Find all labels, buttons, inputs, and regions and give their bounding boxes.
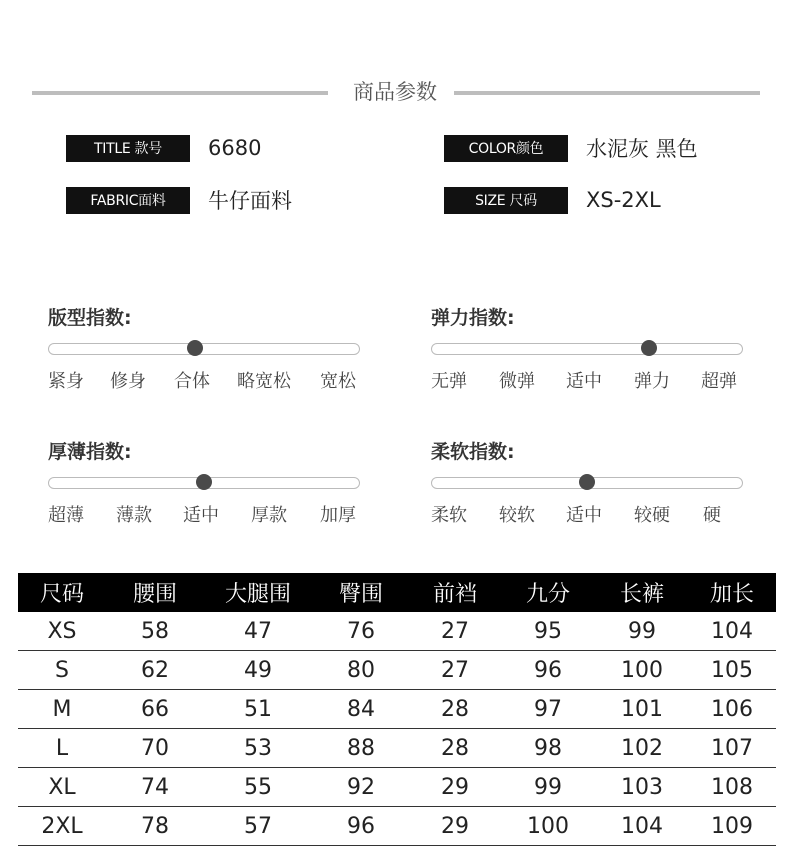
table-cell: 28 [410,690,500,729]
index-option-label: 柔软 [431,505,467,526]
thickness-index-slider-knob [196,474,212,490]
table-row [18,729,776,768]
table-cell: 62 [106,651,204,690]
section-title-text: 商品参数 [343,80,447,104]
size-table-column-header: 大腿围 [204,573,312,612]
table-cell: 47 [204,612,312,651]
softness-index-slider-knob [579,474,595,490]
fit-index-slider-track [48,343,360,355]
fit-index-labels [48,367,360,391]
table-cell: 103 [596,768,688,807]
elasticity-index-slider-knob [641,340,657,356]
fit-index-slider-knob [187,340,203,356]
index-option-label: 硬 [703,505,721,526]
param-title-value: 6680 [208,136,262,160]
size-table-column-header: 加长 [688,573,776,612]
table-cell: 107 [688,729,776,768]
table-row [18,690,776,729]
size-table-column-header: 长裤 [596,573,688,612]
section-title [0,76,790,106]
index-option-label: 厚款 [251,505,287,526]
table-row [18,651,776,690]
param-size-badge: SIZE 尺码 [444,187,568,214]
index-option-label: 加厚 [320,505,356,526]
param-fabric [66,185,292,215]
table-cell: 29 [410,807,500,846]
table-cell: 99 [596,612,688,651]
param-title [66,133,261,163]
table-row [18,768,776,807]
size-table-body [18,612,776,846]
size-table-column-header: 腰围 [106,573,204,612]
index-option-label: 无弹 [431,371,467,392]
softness-index-slider-track [431,477,743,489]
table-cell: 80 [312,651,410,690]
size-table-header [18,573,776,612]
table-cell: 104 [688,612,776,651]
size-table [18,573,776,846]
table-cell: 98 [500,729,596,768]
table-cell: 96 [312,807,410,846]
table-cell: 2XL [18,807,106,846]
param-fabric-value: 牛仔面料 [208,189,292,213]
thickness-index-slider-track [48,477,360,489]
table-cell: XL [18,768,106,807]
table-cell: 88 [312,729,410,768]
table-cell: 76 [312,612,410,651]
table-cell: 70 [106,729,204,768]
table-cell: 29 [410,768,500,807]
table-cell: 104 [596,807,688,846]
table-cell: 27 [410,651,500,690]
size-table-column-header: 尺码 [18,573,106,612]
table-cell: 57 [204,807,312,846]
table-cell: 101 [596,690,688,729]
table-cell: 49 [204,651,312,690]
table-cell: 99 [500,768,596,807]
size-table-column-header: 前裆 [410,573,500,612]
index-option-label: 适中 [566,505,602,526]
index-option-label: 适中 [566,371,602,392]
elasticity-index-labels [431,367,743,391]
table-row [18,807,776,846]
table-cell: 97 [500,690,596,729]
param-color-badge: COLOR颜色 [444,135,568,162]
table-cell: 74 [106,768,204,807]
table-cell: 53 [204,729,312,768]
table-cell: 95 [500,612,596,651]
table-cell: 102 [596,729,688,768]
index-option-label: 修身 [110,371,146,392]
fit-index-title: 版型指数: [48,307,132,329]
index-option-label: 超弹 [701,371,737,392]
softness-index-title: 柔软指数: [431,441,515,463]
index-option-label: 超薄 [48,505,84,526]
thickness-index [48,437,360,525]
index-option-label: 薄款 [116,505,152,526]
softness-index-labels [431,501,743,525]
table-row [18,612,776,651]
size-table-column-header: 九分 [500,573,596,612]
table-cell: 78 [106,807,204,846]
table-cell: 28 [410,729,500,768]
table-cell: L [18,729,106,768]
param-color [444,133,698,163]
table-cell: 108 [688,768,776,807]
elasticity-index-title: 弹力指数: [431,307,515,329]
table-cell: 106 [688,690,776,729]
index-option-label: 微弹 [499,371,535,392]
table-cell: 84 [312,690,410,729]
table-cell: 66 [106,690,204,729]
table-cell: 27 [410,612,500,651]
table-cell: 109 [688,807,776,846]
table-cell: 100 [596,651,688,690]
table-cell: 51 [204,690,312,729]
index-option-label: 紧身 [48,371,84,392]
index-option-label: 弹力 [634,371,670,392]
thickness-index-title: 厚薄指数: [48,441,132,463]
elasticity-index-slider-track [431,343,743,355]
table-cell: XS [18,612,106,651]
index-option-label: 宽松 [320,371,356,392]
elasticity-index [431,303,743,391]
table-cell: 58 [106,612,204,651]
table-cell: 96 [500,651,596,690]
param-fabric-badge: FABRIC面料 [66,187,190,214]
table-cell: 55 [204,768,312,807]
table-cell: 92 [312,768,410,807]
param-size [444,185,661,215]
param-title-badge: TITLE 款号 [66,135,190,162]
fit-index [48,303,360,391]
index-option-label: 较软 [499,505,535,526]
table-cell: S [18,651,106,690]
index-option-label: 略宽松 [237,371,291,392]
table-cell: M [18,690,106,729]
index-option-label: 合体 [174,371,210,392]
table-cell: 100 [500,807,596,846]
index-option-label: 适中 [183,505,219,526]
param-color-value: 水泥灰 黑色 [586,137,698,161]
thickness-index-labels [48,501,360,525]
param-size-value: XS-2XL [586,188,661,212]
index-option-label: 较硬 [634,505,670,526]
size-table-column-header: 臀围 [312,573,410,612]
table-cell: 105 [688,651,776,690]
softness-index [431,437,743,525]
